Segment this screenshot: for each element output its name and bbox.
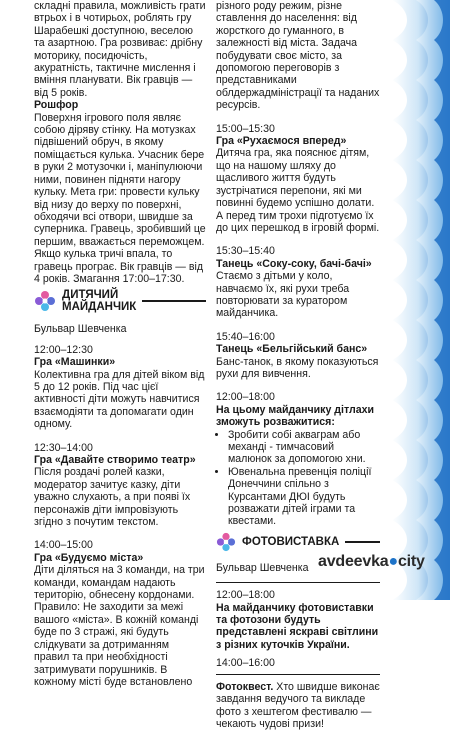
event-item xyxy=(216,245,380,319)
event-item xyxy=(34,539,206,688)
roshfor-text: Поверхня ігрового поля являє собою діряву стінку. На мотузках підвішений обруч, в якому поміщається кулька. Учасник бере в руки 2 мотузочки і, маніпулюючи ними, повинен підняти нагору кульку. Мета гри: провести кульку від низу до верху по поверхні, обходячи всі отвори, швидше за суперника. Гравець, зробивший це першим, вважається переможцем. Якщо кулька тричі впала, то гравець програє. Вік гравців — від 4 років. Змагання 17:00–17:30. xyxy=(34,111,206,285)
right-column xyxy=(216,0,380,730)
left-page-margin xyxy=(0,0,26,600)
event-title: На цьому майданчику дітлахи зможуть розважитися: xyxy=(216,403,375,429)
event-title: Гра «Давайте створимо театр» xyxy=(34,454,196,466)
decorative-pattern-strip xyxy=(382,0,450,600)
event-title: Танець «Соку-соку, бачі-бачі» xyxy=(216,257,372,270)
section-rule xyxy=(345,541,380,543)
left-column xyxy=(34,0,206,688)
event-time: 14:00–15:00 xyxy=(34,539,93,552)
venue-label: Бульвар Шевченка xyxy=(34,323,127,336)
section-header-kids xyxy=(34,289,206,313)
venue-label: Бульвар Шевченка xyxy=(216,561,309,574)
fotokvest-text: Хто швидше виконає завдання ведучого та викладе фото з хештегом фестивалю — чекають чудові призи! xyxy=(216,680,380,730)
event-time: 12:30–14:00 xyxy=(34,441,93,454)
intro-paragraph: різного роду режим, різне ставлення до населення: від жорсткого до гуманного, в залежності від міста. Задача побудувати своє місто, за допомогою переговорів з представниками облдержадміністрації та наданих ресурсів. xyxy=(216,0,380,112)
event-title: Танець «Бельгійський банс» xyxy=(216,343,368,356)
wave-pattern xyxy=(382,0,450,600)
activity-list xyxy=(216,429,380,528)
list-item: • Зробити собі акваграм або механді - тимчасовий малюнок за допомогою хни. xyxy=(228,429,380,466)
event-time: 12:00–18:00 xyxy=(216,391,275,404)
event-title: Гра «Будуємо міста» xyxy=(34,551,144,564)
flower-icon xyxy=(34,290,56,312)
section-rule xyxy=(142,300,206,302)
fotokvest-label: Фотоквест. xyxy=(216,680,274,693)
event-desc: Після роздачі ролей казки, модератор зачитує казку, діти уважно слухають, а при появі їх персонажів діти імпровізують згідно з почутим текстом. xyxy=(34,466,191,529)
divider xyxy=(216,674,380,675)
section-title-kids: ДИТЯЧИЙ МАЙДАНЧИК xyxy=(62,289,137,314)
intro-paragraph: складні правила, можливість грати втрьох і в чотирьох, роблять гру Шарабешкі доступною, веселою та азартною. Гра розвиває: дрібну моторику, посидючість, акуратність, тактичне мислення і вміння планувати. Вік гравців — від 5 років. xyxy=(34,0,206,99)
event-item xyxy=(216,331,380,381)
event-desc: Колективна гра для дітей віком від 5 до 12 років. Під час цієї активності діти можуть навчитися взаємодіяти та допомагати один одному. xyxy=(34,368,205,431)
event-item xyxy=(34,344,206,431)
event-time: 14:00–16:00 xyxy=(216,657,275,670)
section-title-photo: ФОТОВИСТАВКА xyxy=(242,535,340,548)
event-title: На майданчику фотовиставки та фотозони будуть представлені яскраві світлини з різних куточків України. xyxy=(216,601,379,651)
fotokvest-paragraph xyxy=(216,681,380,730)
divider xyxy=(216,582,380,583)
event-time: 12:00–18:00 xyxy=(216,589,275,602)
event-time: 15:00–15:30 xyxy=(216,122,275,135)
event-time: 12:00–12:30 xyxy=(34,343,93,356)
section-header-photo xyxy=(216,532,380,552)
flower-icon xyxy=(216,532,236,552)
roshfor-title: Рошфор xyxy=(34,99,79,112)
event-desc: Стаємо з дітьми у коло, навчаємо їх, які рухи треба повторювати за куратором майданчика. xyxy=(216,270,350,320)
event-desc: Діти діляться на 3 команди, на три команди, командам надають територію, обнесену кордонами. Правило: Не заходити за межі вашого «міста». В кожній команді буде по 3 стражі, які будуть слідкувати за дотриманням правил та при необхідності затримувати порушників. В кожному місті буде встановлено xyxy=(34,564,205,688)
event-title: Гра «Рухаємося вперед» xyxy=(216,135,347,148)
event-desc: Банс-танок, в якому показуються рухи для вивчення. xyxy=(216,355,379,380)
event-time: 15:40–16:00 xyxy=(216,330,275,343)
event-item xyxy=(34,442,206,529)
event-time: 15:30–15:40 xyxy=(216,245,275,258)
event-item xyxy=(216,391,380,527)
list-item: • Ювенальна превенція поліції Донеччини спільно з Курсантами ДЮІ будуть розважати дітей іграми та квестами. xyxy=(228,466,380,528)
event-item xyxy=(216,123,380,235)
event-desc: Дитяча гра, яка пояснює дітям, що на нашому шляху до щасливого життя будуть зустрічатися перепони, які ми повинні будемо успішно долати. А перед тим трохи підготуємо їх до цих перешкод в ігровій формі. xyxy=(216,147,380,234)
site-watermark: avdeevka●city xyxy=(318,553,425,570)
event-title: Гра «Машинки» xyxy=(34,356,116,369)
